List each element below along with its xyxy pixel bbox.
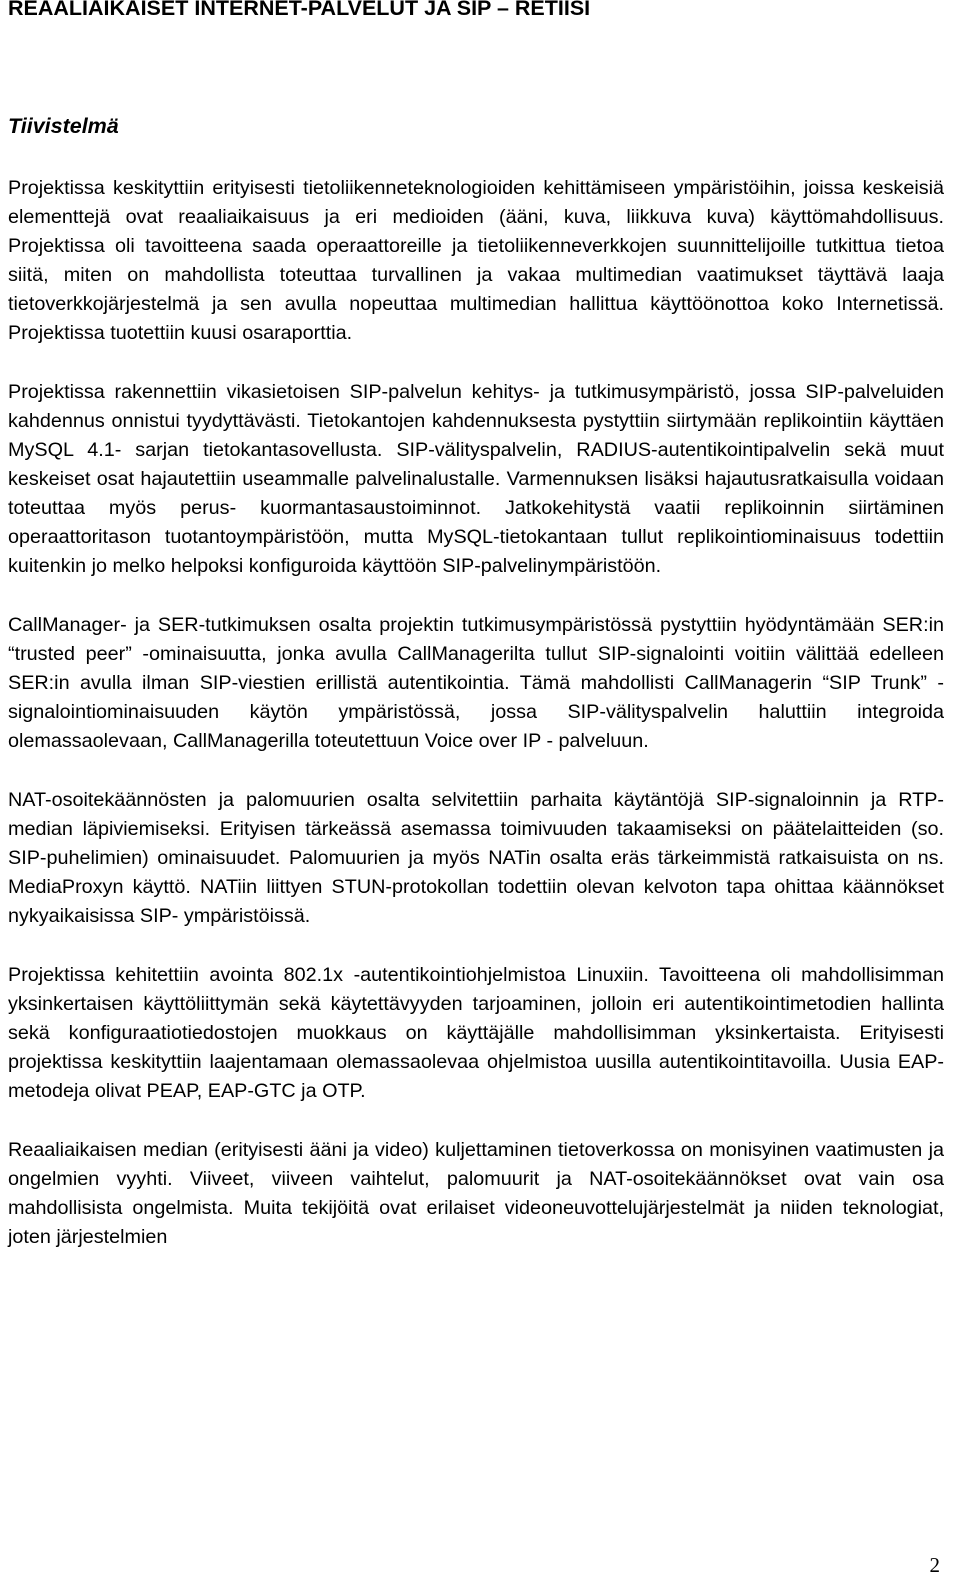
paragraph-3: CallManager- ja SER-tutkimuksen osalta projektin tutkimusympäristössä pystyttiin hyödyntämään SER:in “trusted peer” -ominaisuutta, jonka avulla CallManagerilta tullut SIP-signalointi voitiin välittää edelleen SER:in avulla ilman SIP-viestien erillistä autentikointia. Tämä mahdollisti CallManagerin “SIP Trunk” - signalointiominaisuuden käytön ympäristössä, jossa SIP-välityspalvelin haluttiin integroida olemassaolevaan, CallManagerilla toteutettuun Voice over IP - palveluun. (8, 614, 944, 752)
page-number: 2 (929, 1553, 940, 1577)
paragraph-2: Projektissa rakennettiin vikasietoisen SIP-palvelun kehitys- ja tutkimusympäristö, jossa SIP-palveluiden kahdennus onnistui tyydyttävästi. Tietokantojen kahdennuksesta pystyttiin siirtymään replikointiin käyttäen MySQL 4.1- sarjan tietokantasovellusta. SIP-välityspalvelin, RADIUS-autentikointipalvelin sekä muut keskeiset osat hajautettiin useammalle palvelinalustalle. Varmennuksen lisäksi hajautusratkaisulla voidaan toteuttaa myös perus- kuormantasaustoiminnot. Jatkokehitystä vaatii replikoinnin siirtäminen operaattoritason tuotantoympäristöön, mutta MySQL-tietokantaan tullut replikointiominaisuus todettiin kuitenkin jo melko helpoksi konfiguroida käyttöön SIP-palvelinympäristöön. (8, 381, 944, 577)
paragraph-5: Projektissa kehitettiin avointa 802.1x -autentikointiohjelmistoa Linuxiin. Tavoitteena oli mahdollisimman yksinkertaisen käyttöliittymän sekä käytettävyyden tarjoaminen, jolloin eri autentikointimetodien hallinta sekä konfiguraatiotiedostojen muokkaus on käyttäjälle mahdollisimman yksinkertaista. Erityisesti projektissa keskityttiin laajentamaan olemassaolevaa ohjelmistoa uusilla autentikointitavoilla. Uusia EAP-metodeja olivat PEAP, EAP-GTC ja OTP. (8, 964, 944, 1102)
abstract-body (8, 174, 944, 1282)
document-title: REAALIAIKAISET INTERNET-PALVELUT JA SIP – RETIISI (8, 0, 591, 20)
document-page (8, 0, 944, 1590)
paragraph-4: NAT-osoitekäännösten ja palomuurien osalta selvitettiin parhaita käytäntöjä SIP-signaloinnin ja RTP-median läpiviemiseksi. Erityisen tärkeässä asemassa toimivuuden takaamiseksi on päätelaitteiden (so. SIP-puhelimien) ominaisuudet. Palomuurien ja myös NATin osalta eräs tärkeimmistä ratkaisuista on ns. MediaProxyn käyttö. NATiin liittyen STUN-protokollan todettiin olevan kelvoton tapa ohittaa käännökset nykyaikaisissa SIP- ympäristöissä. (8, 789, 944, 927)
paragraph-6: Reaaliaikaisen median (erityisesti ääni ja video) kuljettaminen tietoverkossa on monisyinen vaatimusten ja ongelmien vyyhti. Viiveet, viiveen vaihtelut, palomuurit ja NAT-osoitekäännökset ovat vain osa mahdollisista ongelmista. Muita tekijöitä ovat erilaiset videoneuvottelujärjestelmät ja niiden teknologiat, joten järjestelmien (8, 1139, 944, 1248)
paragraph-1: Projektissa keskityttiin erityisesti tietoliikenneteknologioiden kehittämiseen ympäristöihin, joissa keskeisiä elementtejä ovat reaaliaikaisuus ja eri medioiden (ääni, kuva, liikkuva kuva) käyttömahdollisuus. Projektissa oli tavoitteena saada operaattoreille ja tietoliikenneverkkojen suunnittelijoille tutkittua tietoa siitä, miten on mahdollista toteuttaa turvallinen ja vakaa multimedian vaatimukset täyttävä laaja tietoverkkojärjestelmä ja sen avulla nopeuttaa multimedian hallittua käyttöönottoa koko Internetissä. Projektissa tuotettiin kuusi osaraporttia. (8, 177, 944, 344)
section-heading-abstract: Tiivistelmä (8, 114, 119, 138)
